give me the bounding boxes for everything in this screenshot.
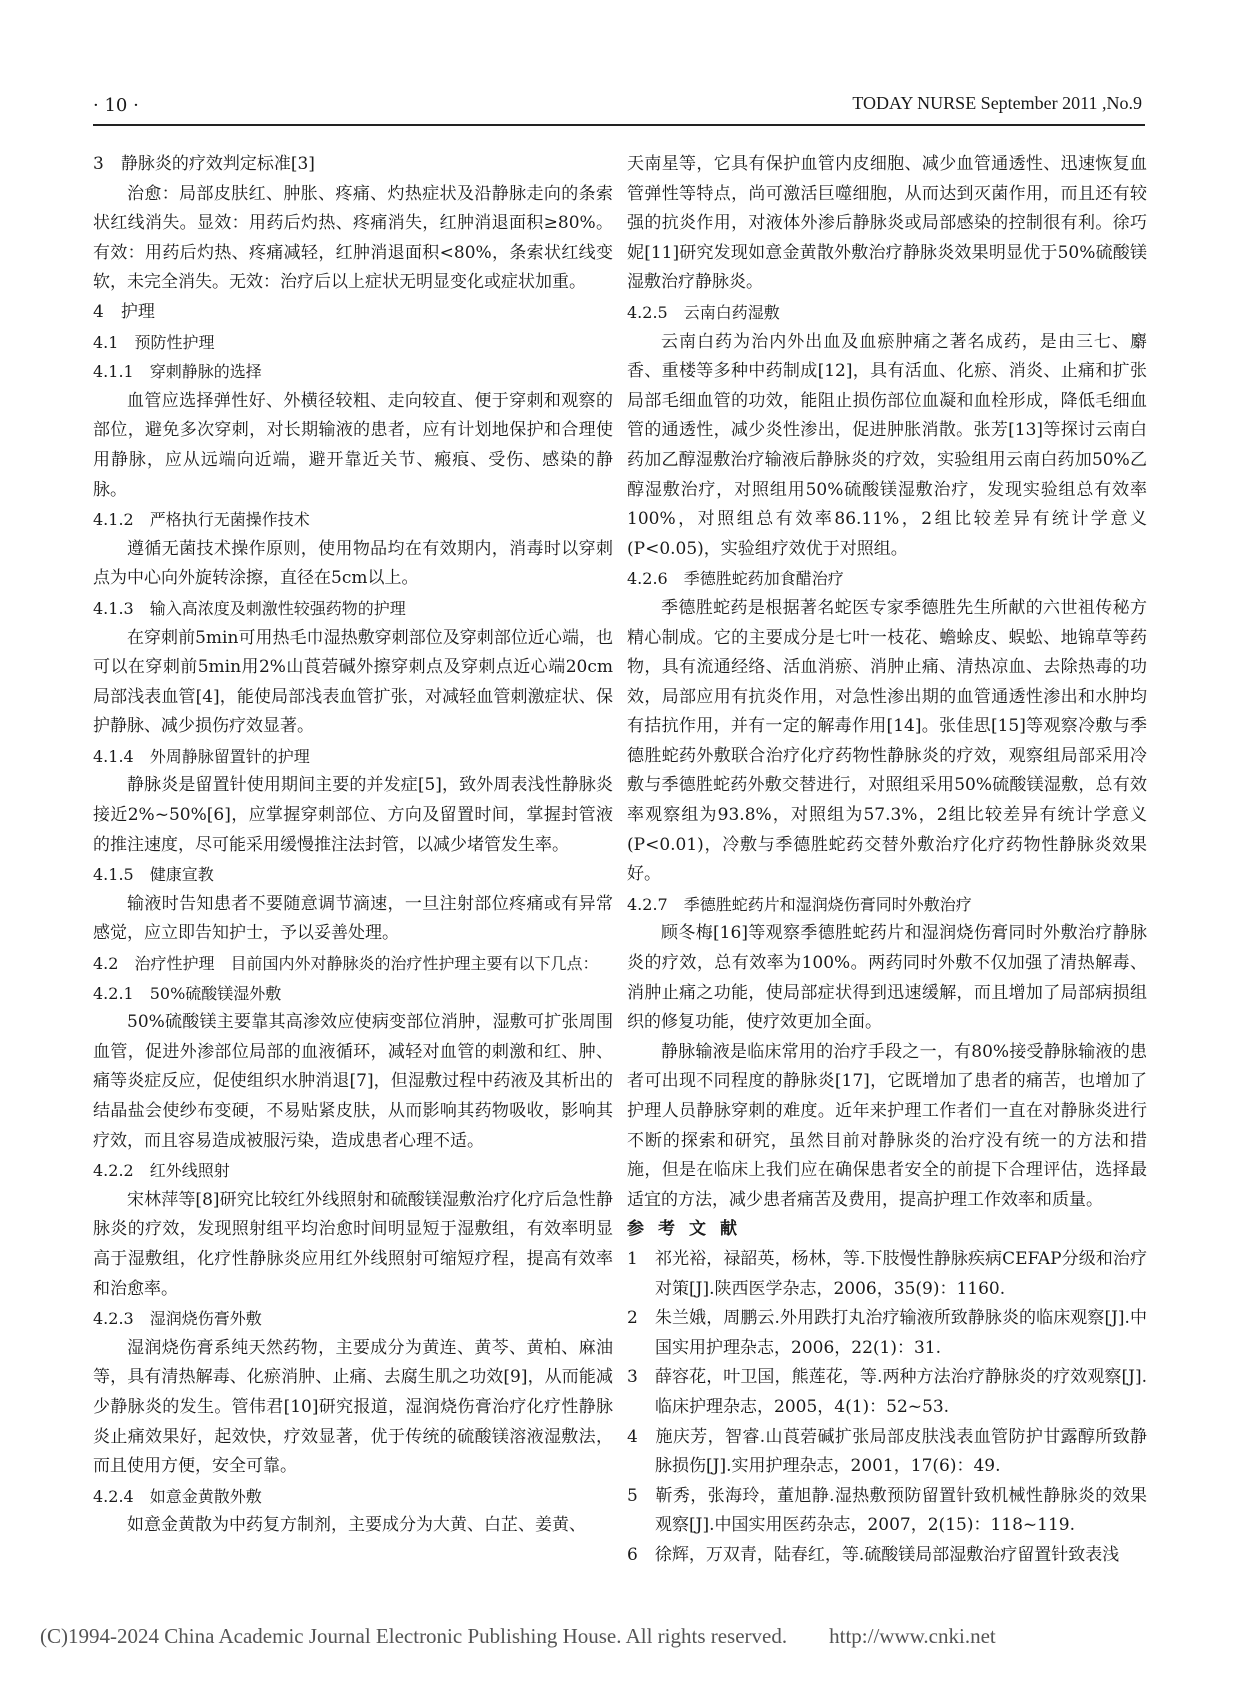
subsection-heading: 4.1.5 健康宣教	[93, 865, 214, 885]
body-paragraph: 云南白药为治内外出血及血瘀肿痛之著名成药，是由三七、麝香、重楼等多种中药制成[12]，具有活血、化瘀、消炎、止痛和扩张局部毛细血管的功效，能阻止损伤部位血凝和血栓形成，降低毛细血管的通透性，减少炎性渗出，促进肿胀消散。张芳[13]等探讨云南白药加乙醇湿敷治疗输液后静脉炎的疗效，实验组用云南白药加50%乙醇湿敷治疗，对照组用50%硫酸镁湿敷治疗，发现实验组总有效率100%，对照组总有效率86.11%，2组比较差异有统计学意义(P<0.05)，实验组疗效优于对照组。	[627, 331, 1147, 559]
subsection-heading: 4.2.2 红外线照射	[93, 1161, 230, 1181]
left-column	[93, 150, 613, 1541]
right-column	[627, 150, 1147, 1571]
section-heading: 4 护理	[93, 301, 155, 322]
subsection-heading: 4.2.3 湿润烧伤膏外敷	[93, 1309, 262, 1329]
header-rule	[93, 124, 1145, 126]
body-paragraph: 治愈：局部皮肤红、肿胀、疼痛、灼热症状及沿静脉走向的条索状红线消失。显效：用药后灼热、疼痛消失，红肿消退面积≥80%。有效：用药后灼热、疼痛减轻，红肿消退面积<80%，条索状红线变软，未完全消失。无效：治疗后以上症状无明显变化或症状加重。	[93, 183, 613, 293]
body-paragraph: 湿润烧伤膏系纯天然药物，主要成分为黄连、黄芩、黄柏、麻油等，具有清热解毒、化瘀消肿、止痛、去腐生肌之功效[9]，从而能减少静脉炎的发生。管伟君[10]研究报道，湿润烧伤膏治疗化疗性静脉炎止痛效果好，起效快，疗效显著，优于传统的硫酸镁溶液湿敷法，而且使用方便，安全可靠。	[93, 1337, 613, 1477]
body-paragraph: 天南星等，它具有保护血管内皮细胞、减少血管通透性、迅速恢复血管弹性等特点，尚可激活巨噬细胞，从而达到灭菌作用，而且还有较强的抗炎作用，对液体外渗后静脉炎或局部感染的控制很有利。徐巧妮[11]研究发现如意金黄散外敷治疗静脉炎效果明显优于50%硫酸镁湿敷治疗静脉炎。	[627, 154, 1147, 293]
subsection-heading: 4.1.3 输入高浓度及刺激性较强药物的护理	[93, 598, 406, 618]
body-paragraph: 宋林萍等[8]研究比较红外线照射和硫酸镁湿敷治疗化疗后急性静脉炎的疗效，发现照射组平均治愈时间明显短于湿敷组，有效率明显高于湿敷组，化疗性静脉炎应用红外线照射可缩短疗程，提高有效率和治愈率。	[93, 1189, 613, 1299]
subsection-heading: 4.1.4 外周静脉留置针的护理	[93, 746, 310, 766]
reference-entry: 1 祁光裕，禄韶英，杨林，等.下肢慢性静脉疾病CEFAP分级和治疗对策[J].陕西医学杂志，2006，35(9)：1160.	[627, 1248, 1147, 1299]
body-paragraph: 静脉炎是留置针使用期间主要的并发症[5]，致外周表浅性静脉炎接近2%~50%[6]，应掌握穿刺部位、方向及留置时间，掌握封管液的推注速度，尽可能采用缓慢推注法封管，以减少堵管发生率。	[93, 775, 613, 855]
subsection-heading: 4.2.7 季德胜蛇药片和湿润烧伤膏同时外敷治疗	[627, 894, 972, 914]
reference-entry: 5 靳秀，张海玲，董旭静.湿热敷预防留置针致机械性静脉炎的效果观察[J].中国实用医药杂志，2007，2(15)：118~119.	[627, 1485, 1147, 1536]
body-paragraph: 顾冬梅[16]等观察季德胜蛇药片和湿润烧伤膏同时外敷治疗静脉炎的疗效，总有效率为100%。两药同时外敷不仅加强了清热解毒、消肿止痛之功能，使局部症状得到迅速缓解，而且增加了局部病损组织的修复功能，使疗效更加全面。	[627, 923, 1147, 1033]
copyright-footer: (C)1994-2024 China Academic Journal Electronic Publishing House. All rights reserved. http://www.cnki.net	[40, 1624, 996, 1648]
subsection-heading: 4.2.6 季德胜蛇药加食醋治疗	[627, 569, 844, 589]
body-paragraph: 输液时告知患者不要随意调节滴速，一旦注射部位疼痛或有异常感觉，应立即告知护士，予以妥善处理。	[93, 893, 613, 944]
body-paragraph: 遵循无菌技术操作原则，使用物品均在有效期内，消毒时以穿刺点为中心向外旋转涂擦，直径在5cm以上。	[93, 538, 613, 589]
reference-entry: 2 朱兰娥，周鹏云.外用跌打丸治疗输液所致静脉炎的临床观察[J].中国实用护理杂志，2006，22(1)：31.	[627, 1308, 1147, 1358]
subsection-heading: 4.2.1 50%硫酸镁湿外敷	[93, 983, 282, 1003]
page-number: · 10 ·	[93, 95, 139, 116]
references-title: 参考文献	[627, 1219, 751, 1240]
subsection-heading: 4.2.4 如意金黄散外敷	[93, 1486, 262, 1506]
reference-entry: 3 薛容花，叶卫国，熊莲花，等.两种方法治疗静脉炎的疗效观察[J].临床护理杂志，2005，4(1)：52~53.	[627, 1367, 1147, 1417]
body-paragraph: 如意金黄散为中药复方制剂，主要成分为大黄、白芷、姜黄、	[127, 1515, 586, 1536]
subsection-heading: 4.1.2 严格执行无菌操作技术	[93, 510, 310, 530]
reference-entry: 4 施庆芳，智睿.山莨菪碱扩张局部皮肤浅表血管防护甘露醇所致静脉损伤[J].实用护理杂志，2001，17(6)：49.	[627, 1426, 1147, 1477]
subsection-heading: 4.2.5 云南白药湿敷	[627, 302, 780, 322]
journal-running-head: TODAY NURSE September 2011 ,No.9	[852, 93, 1142, 113]
reference-entry: 6 徐辉，万双青，陆春红，等.硫酸镁局部湿敷治疗留置针致表浅	[627, 1544, 1120, 1565]
section-heading: 3 静脉炎的疗效判定标准[3]	[93, 154, 315, 174]
body-paragraph: 静脉输液是临床常用的治疗手段之一，有80%接受静脉输液的患者可出现不同程度的静脉炎[17]，它既增加了患者的痛苦，也增加了护理人员静脉穿刺的难度。近年来护理工作者们一直在对静脉炎进行不断的探索和研究，虽然目前对静脉炎的治疗没有统一的方法和措施，但是在临床上我们应在确保患者安全的前提下合理评估，选择最适宜的方法，减少患者痛苦及费用，提高护理工作效率和质量。	[627, 1041, 1147, 1210]
body-paragraph: 50%硫酸镁主要靠其高渗效应使病变部位消肿，湿敷可扩张周围血管，促进外渗部位局部的血液循环，减轻对血管的刺激和红、肿、痛等炎症反应，促使组织水肿消退[7]，但湿敷过程中药液及其析出的结晶盐会使纱布变硬，不易贴紧皮肤，从而影响其药物吸收，影响其疗效，而且容易造成被服污染，造成患者心理不适。	[93, 1012, 613, 1151]
subsection-heading: 4.1.1 穿刺静脉的选择	[93, 362, 262, 382]
subsection-heading: 4.2 治疗性护理 目前国内外对静脉炎的治疗性护理主要有以下几点：	[93, 954, 599, 974]
body-paragraph: 在穿刺前5min可用热毛巾湿热敷穿刺部位及穿刺部位近心端，也可以在穿刺前5min用2%山莨菪碱外擦穿刺点及穿刺点近心端20cm局部浅表血管[4]，能使局部浅表血管扩张，对减轻血管刺激症状、保护静脉、减少损伤疗效显著。	[93, 627, 613, 737]
subsection-heading: 4.1 预防性护理	[93, 332, 215, 352]
body-paragraph: 血管应选择弹性好、外横径较粗、走向较直、便于穿刺和观察的部位，避免多次穿刺，对长期输液的患者，应有计划地保护和合理使用静脉，应从远端向近端，避开靠近关节、瘢痕、受伤、感染的静脉。	[93, 390, 613, 500]
body-paragraph: 季德胜蛇药是根据著名蛇医专家季德胜先生所献的六世祖传秘方精心制成。它的主要成分是七叶一枝花、蟾蜍皮、蜈蚣、地锦草等药物，具有流通经络、活血消瘀、消肿止痛、清热凉血、去除热毒的功效，局部应用有抗炎作用，对急性渗出期的血管通透性渗出和水肿均有拮抗作用，并有一定的解毒作用[14]。张佳思[15]等观察冷敷与季德胜蛇药外敷联合治疗化疗药物性静脉炎的疗效，观察组局部采用冷敷与季德胜蛇药外敷交替进行，对照组采用50%硫酸镁湿敷，总有效率观察组为93.8%，对照组为57.3%，2组比较差异有统计学意义(P<0.01)，冷敷与季德胜蛇药交替外敷治疗化疗药物性静脉炎效果好。	[627, 597, 1147, 885]
